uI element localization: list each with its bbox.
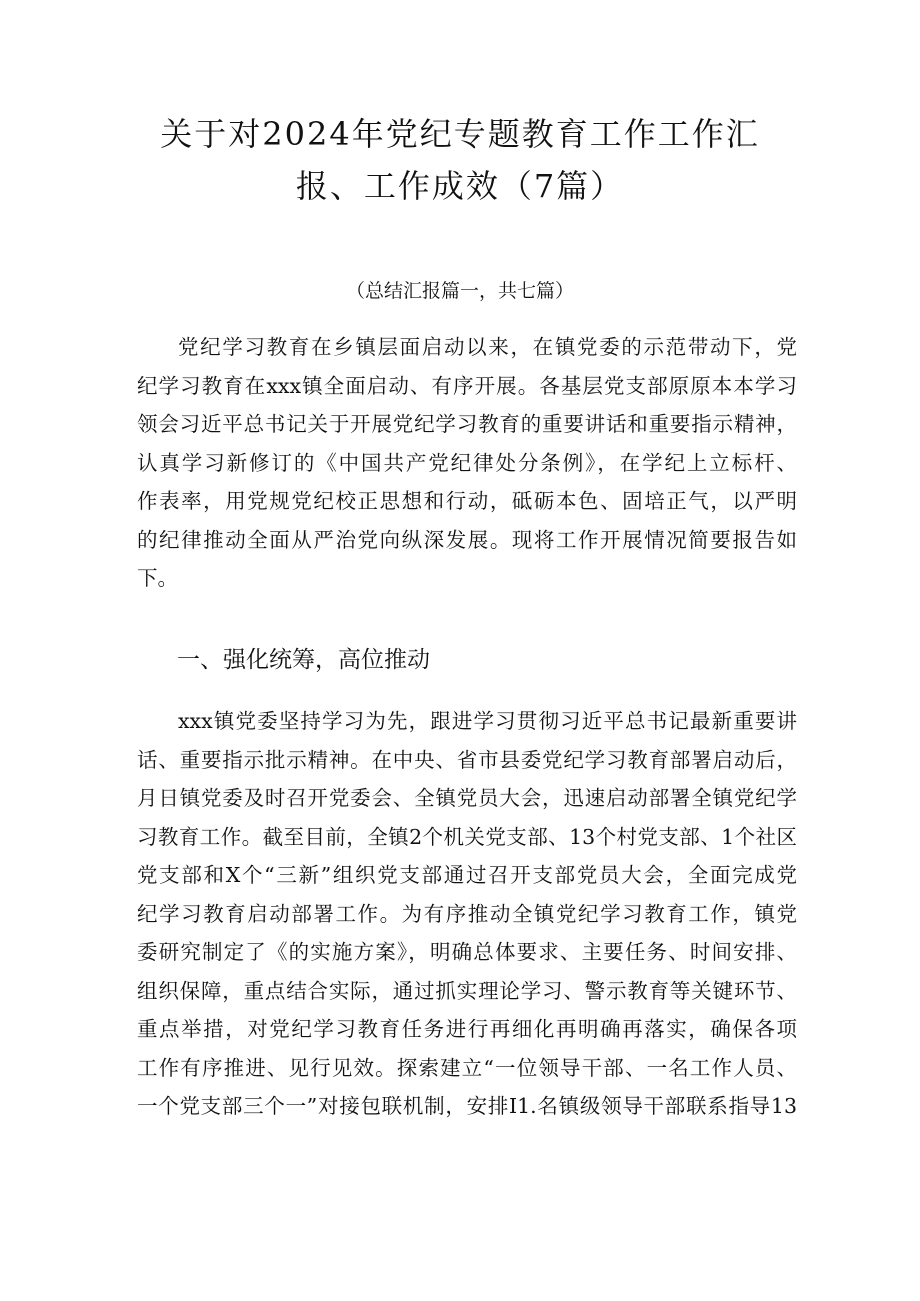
section-paragraph (137, 702, 797, 1126)
title-line-2: 报、工作成效（7篇） (295, 167, 625, 205)
paragraph-line: 党支部和X个“三新”组织党支部通过召开支部党员大会，全面完成党 (137, 863, 797, 887)
paragraph-line: 纪学习教育在xxx镇全面启动、有序开展。各基层党支部原原本本学习 (137, 373, 797, 398)
paragraph-line: 委研究制定了《的实施方案》，明确总体要求、主要任务、时间安排、 (137, 940, 797, 964)
section-heading: 一、强化统筹，高位推动 (177, 647, 430, 673)
document-subtitle: （总结汇报篇一，共七篇） (345, 280, 574, 302)
paragraph-line: 下。 (137, 566, 178, 590)
paragraph-line: 的纪律推动全面从严治党向纵深发展。现将工作开展情况简要报告如 (137, 527, 797, 552)
document-title (130, 108, 790, 212)
paragraph-line: 纪学习教育启动部署工作。为有序推动全镇党纪学习教育工作，镇党 (137, 901, 797, 926)
paragraph-line: 认真学习新修订的《中国共产党纪律处分条例》，在学纪上立标杆、 (137, 450, 797, 475)
paragraph-line: 习教育工作。截至目前，全镇2个机关党支部、13个村党支部、1个社区 (137, 824, 797, 849)
paragraph-line: 党纪学习教育在乡镇层面启动以来，在镇党委的示范带动下，党 (178, 335, 797, 359)
paragraph-line: 组织保障，重点结合实际，通过抓实理论学习、警示教育等关键环节、 (137, 978, 797, 1003)
title-line-1: 关于对2024年党纪专题教育工作工作汇 (160, 115, 760, 153)
paragraph-line: 话、重要指示批示精神。在中央、省市县委党纪学习教育部署启动后， (137, 747, 797, 772)
paragraph-line: 领会习近平总书记关于开展党纪学习教育的重要讲话和重要指示精神， (137, 412, 797, 436)
paragraph-line: 工作有序推进、见行见效。探索建立“一位领导干部、一名工作人员、 (137, 1055, 797, 1080)
paragraph-line: 月日镇党委及时召开党委会、全镇党员大会，迅速启动部署全镇党纪学 (137, 786, 797, 810)
intro-paragraph (137, 328, 797, 598)
paragraph-line: 作表率，用党规党纪校正思想和行动，砥砺本色、固培正气，以严明 (137, 489, 797, 513)
paragraph-line: 重点举措，对党纪学习教育任务进行再细化再明确再落实，确保各项 (137, 1017, 797, 1041)
paragraph-line: 一个党支部三个一”对接包联机制，安排I1.名镇级领导干部联系指导13 (137, 1094, 797, 1118)
paragraph-line: xxx镇党委坚持学习为先，跟进学习贯彻习近平总书记最新重要讲 (178, 709, 797, 733)
